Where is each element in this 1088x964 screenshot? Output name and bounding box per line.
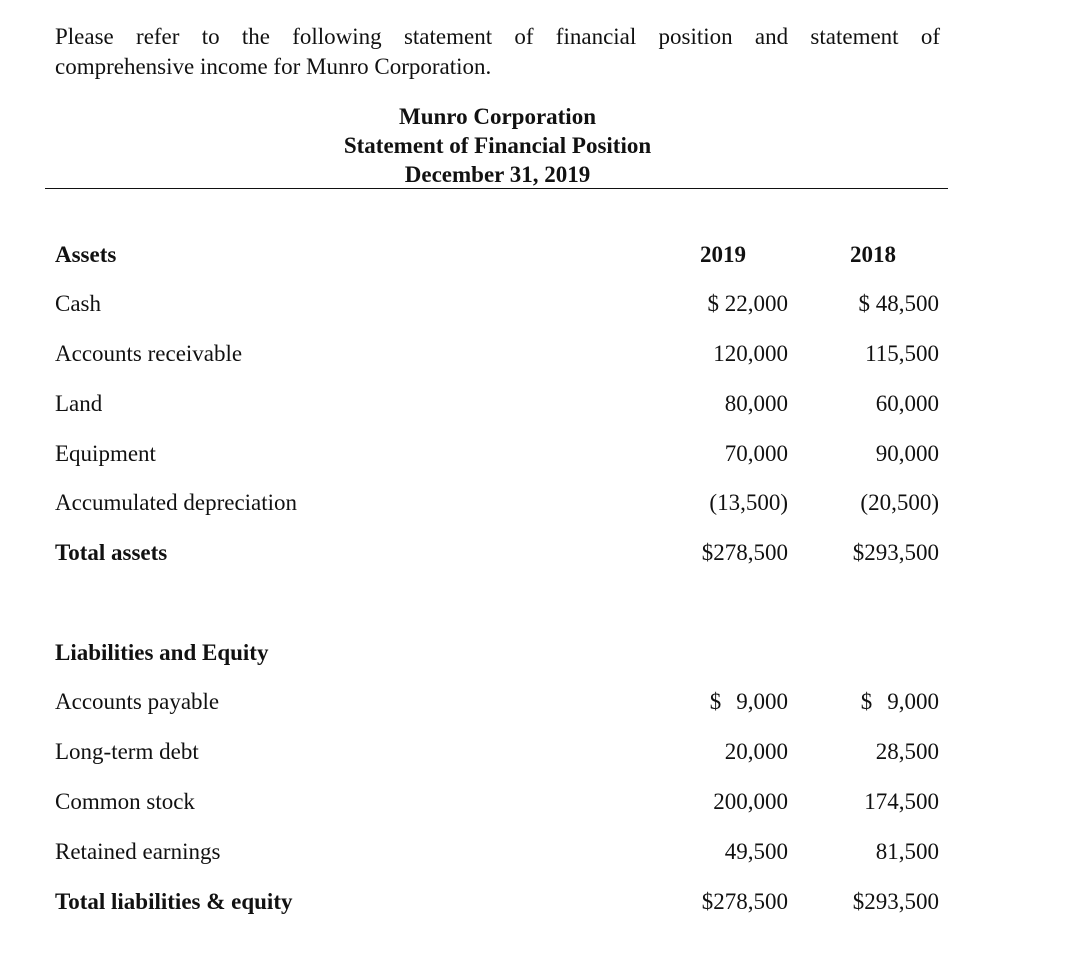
intro-line-1: Please refer to the following statement of financial position and statement of — [55, 24, 940, 49]
assets-header-row — [0, 240, 1088, 270]
row-label: Retained earnings — [55, 839, 221, 864]
table-row — [0, 687, 1088, 717]
value-2019: (13,500) — [709, 490, 788, 515]
value-2019: 70,000 — [724, 441, 788, 466]
row-label: Cash — [55, 291, 101, 316]
value-2018: 90,000 — [875, 441, 939, 466]
total-liabilities-2018: $293,500 — [852, 889, 939, 914]
table-row — [0, 737, 1088, 767]
table-row — [0, 488, 1088, 518]
total-assets-label: Total assets — [55, 540, 168, 565]
company-name: Munro Corporation — [399, 104, 596, 129]
total-assets-2019: $278,500 — [701, 540, 788, 565]
total-assets-2018: $293,500 — [852, 540, 939, 565]
total-liabilities-label: Total liabilities & equity — [55, 889, 293, 914]
liabilities-header-row — [0, 638, 1088, 668]
value-2018 — [790, 687, 939, 717]
value-2019: 120,000 — [713, 341, 788, 366]
statement-title: Statement of Financial Position — [343, 133, 652, 158]
currency-symbol: $ — [709, 689, 722, 714]
currency-symbol: $ — [860, 689, 873, 714]
table-row — [0, 439, 1088, 469]
statement-date: December 31, 2019 — [404, 162, 591, 187]
year-2019-header: 2019 — [700, 242, 746, 267]
total-liabilities-2019: $278,500 — [701, 889, 788, 914]
value-2018: 115,500 — [865, 341, 939, 366]
total-liabilities-row — [0, 887, 1088, 917]
value-2019: 80,000 — [724, 391, 788, 416]
value-2019: 49,500 — [724, 839, 788, 864]
intro-paragraph — [55, 22, 940, 82]
row-label: Land — [55, 391, 103, 416]
liabilities-heading: Liabilities and Equity — [55, 640, 269, 665]
row-label: Accounts payable — [55, 689, 220, 714]
value-2019: 200,000 — [713, 789, 788, 814]
assets-heading: Assets — [55, 242, 117, 267]
row-label: Accumulated depreciation — [55, 490, 298, 515]
table-row — [0, 787, 1088, 817]
row-label: Equipment — [55, 441, 156, 466]
row-label: Accounts receivable — [55, 341, 243, 366]
intro-line-2: comprehensive income for Munro Corporation. — [55, 54, 492, 79]
amount: 9,000 — [736, 689, 788, 714]
value-2019: $ 22,000 — [707, 291, 788, 316]
value-2018: 81,500 — [875, 839, 939, 864]
table-row — [0, 837, 1088, 867]
row-label: Common stock — [55, 789, 195, 814]
year-2018-header: 2018 — [850, 242, 896, 267]
value-2019 — [640, 687, 788, 717]
value-2018: 28,500 — [875, 739, 939, 764]
table-row — [0, 289, 1088, 319]
total-assets-row — [0, 538, 1088, 568]
amount: 9,000 — [887, 689, 939, 714]
value-2018: (20,500) — [860, 490, 939, 515]
value-2018: $ 48,500 — [858, 291, 939, 316]
value-2018: 60,000 — [875, 391, 939, 416]
header-rule — [45, 188, 948, 189]
table-row — [0, 389, 1088, 419]
value-2018: 174,500 — [864, 789, 939, 814]
table-row — [0, 339, 1088, 369]
value-2019: 20,000 — [724, 739, 788, 764]
row-label: Long-term debt — [55, 739, 199, 764]
